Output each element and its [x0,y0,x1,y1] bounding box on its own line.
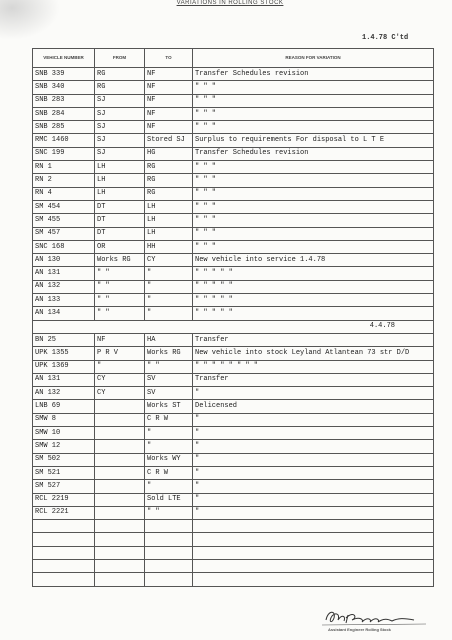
cell-to: NF [145,68,193,81]
cell-from: CY [95,373,145,386]
cell-to: " [145,294,193,307]
header-reason: REASON FOR VARIATION [193,49,434,68]
cell-reason: " " " [193,187,434,200]
cell-reason: " " " [193,94,434,107]
cell-vehicle-number: SNB 340 [33,81,95,94]
cell-to: SV [145,387,193,400]
table-row [33,347,434,360]
cell-to: " [145,280,193,293]
cell-reason: " " " " " [193,294,434,307]
cell-reason: " " " [193,227,434,240]
cell-reason: " " " [193,107,434,120]
cell-reason: " " " [193,240,434,253]
cell-to: RG [145,174,193,187]
table-row [33,493,434,506]
date-separator-row [33,320,434,333]
table-row [33,333,434,346]
cell-from: SJ [95,94,145,107]
cell-from [95,440,145,453]
cell-vehicle-number: RMC 1460 [33,134,95,147]
cell-to: NF [145,81,193,94]
table-row [33,107,434,120]
cell-reason [193,533,434,546]
cell-from: Works RG [95,254,145,267]
cell-from: " " [95,280,145,293]
cell-from: SJ [95,107,145,120]
cell-from [95,493,145,506]
cell-vehicle-number [33,559,95,572]
table-row [33,121,434,134]
cell-from [95,400,145,413]
cell-vehicle-number [33,520,95,533]
cell-to: Works ST [145,400,193,413]
cell-to: LH [145,200,193,213]
cell-to: NF [145,121,193,134]
table-row [33,134,434,147]
signature-title: Assistant Engineer Rolling Stock [328,627,391,632]
cell-reason [193,520,434,533]
cell-reason: " [193,440,434,453]
cell-vehicle-number: SNB 283 [33,94,95,107]
cell-to: C R W [145,466,193,479]
cell-vehicle-number: AN 134 [33,307,95,320]
table-row [33,200,434,213]
cell-vehicle-number: LNB 69 [33,400,95,413]
continuation-date: 1.4.78 C'td [362,34,409,42]
cell-vehicle-number: SNC 199 [33,147,95,160]
cell-from [95,466,145,479]
table-row [33,559,434,572]
cell-to: HA [145,333,193,346]
cell-vehicle-number: SNC 168 [33,240,95,253]
cell-from: LH [95,174,145,187]
cell-from [95,546,145,559]
cell-vehicle-number: AN 131 [33,267,95,280]
cell-reason: " [193,493,434,506]
cell-to: NF [145,107,193,120]
cell-vehicle-number: RN 2 [33,174,95,187]
cell-to: Stored SJ [145,134,193,147]
cell-reason: Transfer Schedules revision [193,147,434,160]
cell-reason: " [193,427,434,440]
cell-reason [193,573,434,586]
table-row [33,147,434,160]
cell-from: OR [95,240,145,253]
cell-to: " [145,307,193,320]
cell-reason [193,559,434,572]
table-row [33,267,434,280]
cell-to: " " [145,506,193,519]
cell-to: RG [145,161,193,174]
cell-vehicle-number: RN 4 [33,187,95,200]
table-row [33,254,434,267]
cell-from: " " [95,267,145,280]
header-vehicle-number: VEHICLE NUMBER [33,49,95,68]
table-row [33,240,434,253]
cell-to: HH [145,240,193,253]
table-row [33,440,434,453]
table-row [33,81,434,94]
cell-reason: Transfer [193,373,434,386]
table-row [33,506,434,519]
signature [318,606,438,628]
cell-reason: " [193,387,434,400]
cell-vehicle-number: RCL 2221 [33,506,95,519]
cell-vehicle-number: SM 455 [33,214,95,227]
cell-reason: " " " [193,214,434,227]
cell-reason: " [193,413,434,426]
table-row [33,400,434,413]
cell-from: CY [95,387,145,400]
table-row [33,466,434,479]
cell-reason: " " " " " [193,280,434,293]
cell-to: SV [145,373,193,386]
cell-reason: " " " " " [193,307,434,320]
cell-from [95,520,145,533]
cell-reason: Transfer Schedules revision [193,68,434,81]
cell-to [145,573,193,586]
table-row [33,533,434,546]
cell-from [95,573,145,586]
table-row [33,68,434,81]
cell-from: SJ [95,121,145,134]
cell-to: C R W [145,413,193,426]
cell-to: " " [145,360,193,373]
cell-vehicle-number: UPK 1355 [33,347,95,360]
table-row [33,94,434,107]
cell-reason: New vehicle into service 1.4.78 [193,254,434,267]
table-row [33,546,434,559]
cell-from [95,427,145,440]
table-row [33,413,434,426]
cell-vehicle-number: RCL 2219 [33,493,95,506]
cell-vehicle-number: SMW 8 [33,413,95,426]
cell-to [145,546,193,559]
cell-to: LH [145,227,193,240]
cell-from [95,413,145,426]
cell-vehicle-number [33,533,95,546]
cell-from: RG [95,68,145,81]
table-row [33,573,434,586]
cell-vehicle-number: SMW 10 [33,427,95,440]
cell-from: SJ [95,147,145,160]
cell-from: P R V [95,347,145,360]
cell-reason: Transfer [193,333,434,346]
cell-vehicle-number: SNB 284 [33,107,95,120]
table-row [33,294,434,307]
table-row [33,453,434,466]
cell-vehicle-number: UPK 1369 [33,360,95,373]
cell-vehicle-number: AN 133 [33,294,95,307]
table-row [33,280,434,293]
cell-from [95,533,145,546]
cell-vehicle-number: AN 131 [33,373,95,386]
cell-reason: " " " [193,81,434,94]
header-to: TO [145,49,193,68]
cell-to: CY [145,254,193,267]
cell-vehicle-number: RN 1 [33,161,95,174]
cell-vehicle-number: SNB 339 [33,68,95,81]
cell-from: SJ [95,134,145,147]
table-row [33,187,434,200]
cell-to: Works RG [145,347,193,360]
cell-vehicle-number: SNB 285 [33,121,95,134]
cell-vehicle-number: SM 502 [33,453,95,466]
cell-vehicle-number [33,546,95,559]
cell-reason: " " " [193,174,434,187]
cell-to: NF [145,94,193,107]
cell-to [145,533,193,546]
table-row [33,387,434,400]
cell-to: Works WY [145,453,193,466]
cell-from: " " [95,307,145,320]
cell-vehicle-number: SM 521 [33,466,95,479]
table-row [33,480,434,493]
cell-vehicle-number: SM 454 [33,200,95,213]
scan-smudge [0,0,60,40]
cell-vehicle-number: AN 132 [33,387,95,400]
cell-from: " " [95,294,145,307]
section-date: 4.4.78 [33,320,434,333]
cell-to: Sold LTE [145,493,193,506]
cell-to [145,559,193,572]
table-header-row [33,49,434,68]
cell-to: HG [145,147,193,160]
cell-to: " [145,440,193,453]
table-row [33,161,434,174]
cell-vehicle-number: SM 457 [33,227,95,240]
variations-table [32,48,434,587]
cell-from: NF [95,333,145,346]
cell-reason: " [193,506,434,519]
cell-to: LH [145,214,193,227]
cell-vehicle-number: SM 527 [33,480,95,493]
cell-from: LH [95,187,145,200]
table-row [33,174,434,187]
cell-from: DT [95,214,145,227]
cell-from: DT [95,227,145,240]
table-row [33,520,434,533]
cell-vehicle-number: BN 25 [33,333,95,346]
cell-to: " [145,427,193,440]
cell-vehicle-number: SMW 12 [33,440,95,453]
cell-reason: " " " " " " " " [193,360,434,373]
cell-to: RG [145,187,193,200]
document-title: VARIATIONS IN ROLLING STOCK [176,0,284,6]
cell-reason: Delicensed [193,400,434,413]
table-row [33,427,434,440]
cell-to [145,520,193,533]
table-row [33,227,434,240]
table-row [33,373,434,386]
cell-reason: " [193,466,434,479]
cell-reason: New vehicle into stock Leyland Atlantean 73 str D/D [193,347,434,360]
cell-from [95,480,145,493]
cell-reason: " " " [193,200,434,213]
cell-from: DT [95,200,145,213]
cell-from [95,506,145,519]
cell-from [95,453,145,466]
cell-reason: " " " " " [193,267,434,280]
cell-from [95,559,145,572]
cell-from: RG [95,81,145,94]
table-row [33,214,434,227]
cell-reason: " " " [193,161,434,174]
table-row [33,360,434,373]
table-row [33,307,434,320]
cell-from: " [95,360,145,373]
cell-reason: " [193,480,434,493]
cell-reason [193,546,434,559]
cell-reason: " [193,453,434,466]
cell-vehicle-number: AN 132 [33,280,95,293]
cell-to: " [145,267,193,280]
cell-vehicle-number [33,573,95,586]
cell-reason: " " " [193,121,434,134]
cell-reason: Surplus to requirements For disposal to L T E [193,134,434,147]
cell-to: " [145,480,193,493]
cell-vehicle-number: AN 130 [33,254,95,267]
header-from: FROM [95,49,145,68]
cell-from: LH [95,161,145,174]
